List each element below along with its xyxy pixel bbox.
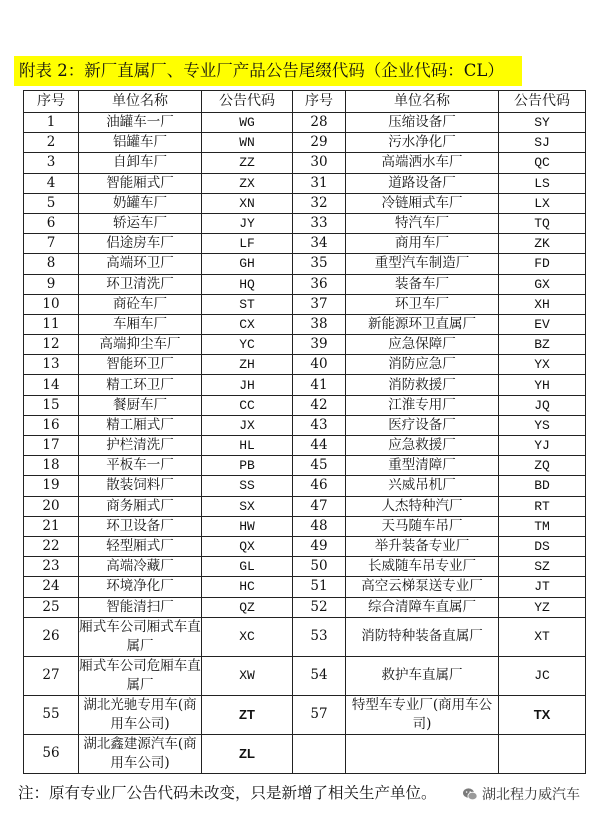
table-row: [24, 734, 586, 773]
cell-index: 7: [24, 234, 79, 254]
cell-index: 13: [24, 355, 79, 375]
cell-unit-name: 散装饲料厂: [79, 476, 202, 496]
cell-index: 12: [24, 335, 79, 355]
cell-index: 35: [293, 254, 346, 274]
table-row: [24, 113, 586, 133]
cell-unit-name: 智能环卫厂: [79, 355, 202, 375]
cell-index: 18: [24, 456, 79, 476]
table-row: [24, 234, 586, 254]
cell-index: 42: [293, 395, 346, 415]
cell-index: 3: [24, 153, 79, 173]
cell-code: SJ: [499, 133, 586, 153]
cell-code: HQ: [202, 274, 293, 294]
cell-unit-name: 举升装备专业厂: [346, 536, 499, 556]
cell-unit-name: 应急救援厂: [346, 436, 499, 456]
table-row: [24, 314, 586, 334]
cell-unit-name: 智能清扫厂: [79, 597, 202, 617]
cell-index: 45: [293, 456, 346, 476]
cell-unit-name: 人杰特种汽厂: [346, 496, 499, 516]
cell-index: 50: [293, 557, 346, 577]
cell-code: TX: [499, 695, 586, 734]
cell-index: 56: [24, 734, 79, 773]
table-row: [24, 254, 586, 274]
cell-unit-name: 救护车直属厂: [346, 656, 499, 695]
cell-code: ST: [202, 294, 293, 314]
table-row: [24, 173, 586, 193]
cell-unit-name: 环境净化厂: [79, 577, 202, 597]
table-row: [24, 536, 586, 556]
cell-index: 26: [24, 617, 79, 656]
cell-index: 39: [293, 335, 346, 355]
cell-index: 49: [293, 536, 346, 556]
watermark: [460, 783, 584, 805]
table-row: [24, 496, 586, 516]
cell-code: DS: [499, 536, 586, 556]
cell-index: 54: [293, 656, 346, 695]
cell-code: YS: [499, 415, 586, 435]
cell-unit-name: 高端冷藏厂: [79, 557, 202, 577]
cell-code: ZK: [499, 234, 586, 254]
table-row: [24, 213, 586, 233]
cell-unit-name: 装备车厂: [346, 274, 499, 294]
cell-index: 24: [24, 577, 79, 597]
table-row: [24, 193, 586, 213]
table-row: [24, 294, 586, 314]
cell-index: 2: [24, 133, 79, 153]
cell-code: PB: [202, 456, 293, 476]
cell-code: GL: [202, 557, 293, 577]
cell-code: HL: [202, 436, 293, 456]
cell-unit-name: 综合清障车直属厂: [346, 597, 499, 617]
cell-unit-name: 江淮专用厂: [346, 395, 499, 415]
cell-unit-name: 高端抑尘车厂: [79, 335, 202, 355]
table-row: [24, 375, 586, 395]
cell-code: YX: [499, 355, 586, 375]
cell-index: 28: [293, 113, 346, 133]
cell-index: 46: [293, 476, 346, 496]
cell-index: 5: [24, 193, 79, 213]
cell-unit-name: 护栏清洗厂: [79, 436, 202, 456]
cell-code: ZH: [202, 355, 293, 375]
cell-index: 48: [293, 516, 346, 536]
cell-unit-name: 智能厢式厂: [79, 173, 202, 193]
cell-index: 36: [293, 274, 346, 294]
cell-index: 22: [24, 536, 79, 556]
table-row: [24, 395, 586, 415]
cell-unit-name: 压缩设备厂: [346, 113, 499, 133]
cell-code: XT: [499, 617, 586, 656]
cell-index: 9: [24, 274, 79, 294]
cell-index: 57: [293, 695, 346, 734]
cell-unit-name: 环卫设备厂: [79, 516, 202, 536]
cell-code: YJ: [499, 436, 586, 456]
cell-unit-name: 天马随车吊厂: [346, 516, 499, 536]
cell-unit-name: 铝罐车厂: [79, 133, 202, 153]
cell-code: TQ: [499, 213, 586, 233]
cell-unit-name: 新能源环卫直属厂: [346, 314, 499, 334]
header-unit-name: 单位名称: [79, 91, 202, 113]
cell-index: 19: [24, 476, 79, 496]
cell-unit-name: 厢式车公司厢式车直属厂: [79, 617, 202, 656]
cell-code: GH: [202, 254, 293, 274]
cell-unit-name: 特型车专业厂(商用车公司): [346, 695, 499, 734]
cell-unit-name: 厢式车公司危厢车直属厂: [79, 656, 202, 695]
cell-unit-name: 湖北光驰专用车(商用车公司): [79, 695, 202, 734]
cell-code: SZ: [499, 557, 586, 577]
table-row: [24, 557, 586, 577]
table-row: [24, 597, 586, 617]
header-unit-name-2: 单位名称: [346, 91, 499, 113]
cell-unit-name: 侣途房车厂: [79, 234, 202, 254]
cell-code: GX: [499, 274, 586, 294]
cell-code: JY: [202, 213, 293, 233]
header-index-2: 序号: [293, 91, 346, 113]
cell-index: 14: [24, 375, 79, 395]
cell-unit-name: 商用车厂: [346, 234, 499, 254]
cell-code: XW: [202, 656, 293, 695]
cell-unit-name: 冷链厢式车厂: [346, 193, 499, 213]
cell-code: ZX: [202, 173, 293, 193]
cell-code: LS: [499, 173, 586, 193]
table-row: [24, 476, 586, 496]
cell-unit-name: 环卫清洗厂: [79, 274, 202, 294]
cell-unit-name: 特汽车厂: [346, 213, 499, 233]
table-row: [24, 335, 586, 355]
cell-index: 38: [293, 314, 346, 334]
cell-index: 29: [293, 133, 346, 153]
cell-unit-name: 车厢车厂: [79, 314, 202, 334]
cell-unit-name: 湖北鑫建源汽车(商用车公司): [79, 734, 202, 773]
cell-index: 33: [293, 213, 346, 233]
cell-code: HW: [202, 516, 293, 536]
header-code: 公告代码: [202, 91, 293, 113]
cell-code: QC: [499, 153, 586, 173]
cell-unit-name: 重型清障厂: [346, 456, 499, 476]
cell-index: 41: [293, 375, 346, 395]
cell-unit-name: 轻型厢式厂: [79, 536, 202, 556]
cell-unit-name: 自卸车厂: [79, 153, 202, 173]
footnote: 注：原有专业厂公告代码未改变，只是新增了相关生产单位。: [18, 784, 437, 802]
cell-code: ZT: [202, 695, 293, 734]
cell-code: SY: [499, 113, 586, 133]
header-index: 序号: [24, 91, 79, 113]
cell-unit-name: 高端洒水车厂: [346, 153, 499, 173]
cell-code: HC: [202, 577, 293, 597]
cell-index: 23: [24, 557, 79, 577]
cell-index: 11: [24, 314, 79, 334]
cell-unit-name: 消防特种装备直属厂: [346, 617, 499, 656]
table-row: [24, 153, 586, 173]
cell-unit-name: 道路设备厂: [346, 173, 499, 193]
code-table: [23, 90, 586, 774]
cell-unit-name: 奶罐车厂: [79, 193, 202, 213]
cell-code: BZ: [499, 335, 586, 355]
table-row: [24, 516, 586, 536]
cell-code: JQ: [499, 395, 586, 415]
cell-code: XC: [202, 617, 293, 656]
wechat-icon: [462, 786, 478, 802]
table-row: [24, 577, 586, 597]
header-code-2: 公告代码: [499, 91, 586, 113]
cell-code: XH: [499, 294, 586, 314]
cell-code: FD: [499, 254, 586, 274]
cell-code: WG: [202, 113, 293, 133]
cell-index: 4: [24, 173, 79, 193]
cell-code: JC: [499, 656, 586, 695]
table-row: [24, 355, 586, 375]
cell-code: RT: [499, 496, 586, 516]
cell-code: WN: [202, 133, 293, 153]
table-row: [24, 456, 586, 476]
table-title: 附表 2：新厂直属厂、专业厂产品公告尾缀代码（企业代码：CL）: [14, 56, 522, 86]
cell-index: 25: [24, 597, 79, 617]
cell-index: 34: [293, 234, 346, 254]
cell-unit-name: 精工环卫厂: [79, 375, 202, 395]
cell-index: 20: [24, 496, 79, 516]
cell-unit-name: 消防救援厂: [346, 375, 499, 395]
cell-index: 53: [293, 617, 346, 656]
cell-index: [293, 734, 346, 773]
cell-index: 51: [293, 577, 346, 597]
cell-code: YZ: [499, 597, 586, 617]
cell-code: CX: [202, 314, 293, 334]
cell-unit-name: 兴威吊机厂: [346, 476, 499, 496]
table-body: [24, 113, 586, 774]
cell-code: CC: [202, 395, 293, 415]
cell-unit-name: 商务厢式厂: [79, 496, 202, 516]
cell-unit-name: 高空云梯泵送专业厂: [346, 577, 499, 597]
cell-code: TM: [499, 516, 586, 536]
cell-unit-name: 医疗设备厂: [346, 415, 499, 435]
table-row: [24, 133, 586, 153]
watermark-text: 湖北程力威汽车: [482, 786, 580, 802]
cell-code: LX: [499, 193, 586, 213]
cell-code: SS: [202, 476, 293, 496]
cell-code: YC: [202, 335, 293, 355]
cell-index: 31: [293, 173, 346, 193]
table-row: [24, 436, 586, 456]
cell-index: 6: [24, 213, 79, 233]
cell-code: [499, 734, 586, 773]
header-row: [24, 91, 586, 113]
cell-index: 47: [293, 496, 346, 516]
cell-code: JX: [202, 415, 293, 435]
cell-index: 52: [293, 597, 346, 617]
cell-index: 32: [293, 193, 346, 213]
cell-code: JH: [202, 375, 293, 395]
cell-index: 44: [293, 436, 346, 456]
table-row: [24, 656, 586, 695]
cell-unit-name: 餐厨车厂: [79, 395, 202, 415]
cell-code: LF: [202, 234, 293, 254]
cell-unit-name: 消防应急厂: [346, 355, 499, 375]
cell-index: 55: [24, 695, 79, 734]
cell-index: 27: [24, 656, 79, 695]
cell-index: 30: [293, 153, 346, 173]
cell-unit-name: 污水净化厂: [346, 133, 499, 153]
cell-index: 21: [24, 516, 79, 536]
cell-code: QX: [202, 536, 293, 556]
table-row: [24, 274, 586, 294]
cell-unit-name: 应急保障厂: [346, 335, 499, 355]
cell-code: YH: [499, 375, 586, 395]
cell-index: 37: [293, 294, 346, 314]
cell-unit-name: 油罐车一厂: [79, 113, 202, 133]
cell-code: BD: [499, 476, 586, 496]
cell-code: EV: [499, 314, 586, 334]
cell-code: ZQ: [499, 456, 586, 476]
cell-index: 43: [293, 415, 346, 435]
cell-unit-name: 平板车一厂: [79, 456, 202, 476]
cell-unit-name: 商砼车厂: [79, 294, 202, 314]
cell-index: 17: [24, 436, 79, 456]
cell-index: 40: [293, 355, 346, 375]
cell-index: 16: [24, 415, 79, 435]
cell-index: 1: [24, 113, 79, 133]
cell-unit-name: 长威随车吊专业厂: [346, 557, 499, 577]
cell-code: SX: [202, 496, 293, 516]
cell-index: 10: [24, 294, 79, 314]
cell-unit-name: 精工厢式厂: [79, 415, 202, 435]
table-row: [24, 617, 586, 656]
table-row: [24, 415, 586, 435]
cell-unit-name: 重型汽车制造厂: [346, 254, 499, 274]
cell-unit-name: 轿运车厂: [79, 213, 202, 233]
cell-code: JT: [499, 577, 586, 597]
cell-unit-name: 环卫车厂: [346, 294, 499, 314]
cell-code: ZZ: [202, 153, 293, 173]
cell-code: XN: [202, 193, 293, 213]
cell-index: 8: [24, 254, 79, 274]
cell-code: ZL: [202, 734, 293, 773]
cell-code: QZ: [202, 597, 293, 617]
cell-index: 15: [24, 395, 79, 415]
cell-unit-name: 高端环卫厂: [79, 254, 202, 274]
cell-unit-name: [346, 734, 499, 773]
table-row: [24, 695, 586, 734]
